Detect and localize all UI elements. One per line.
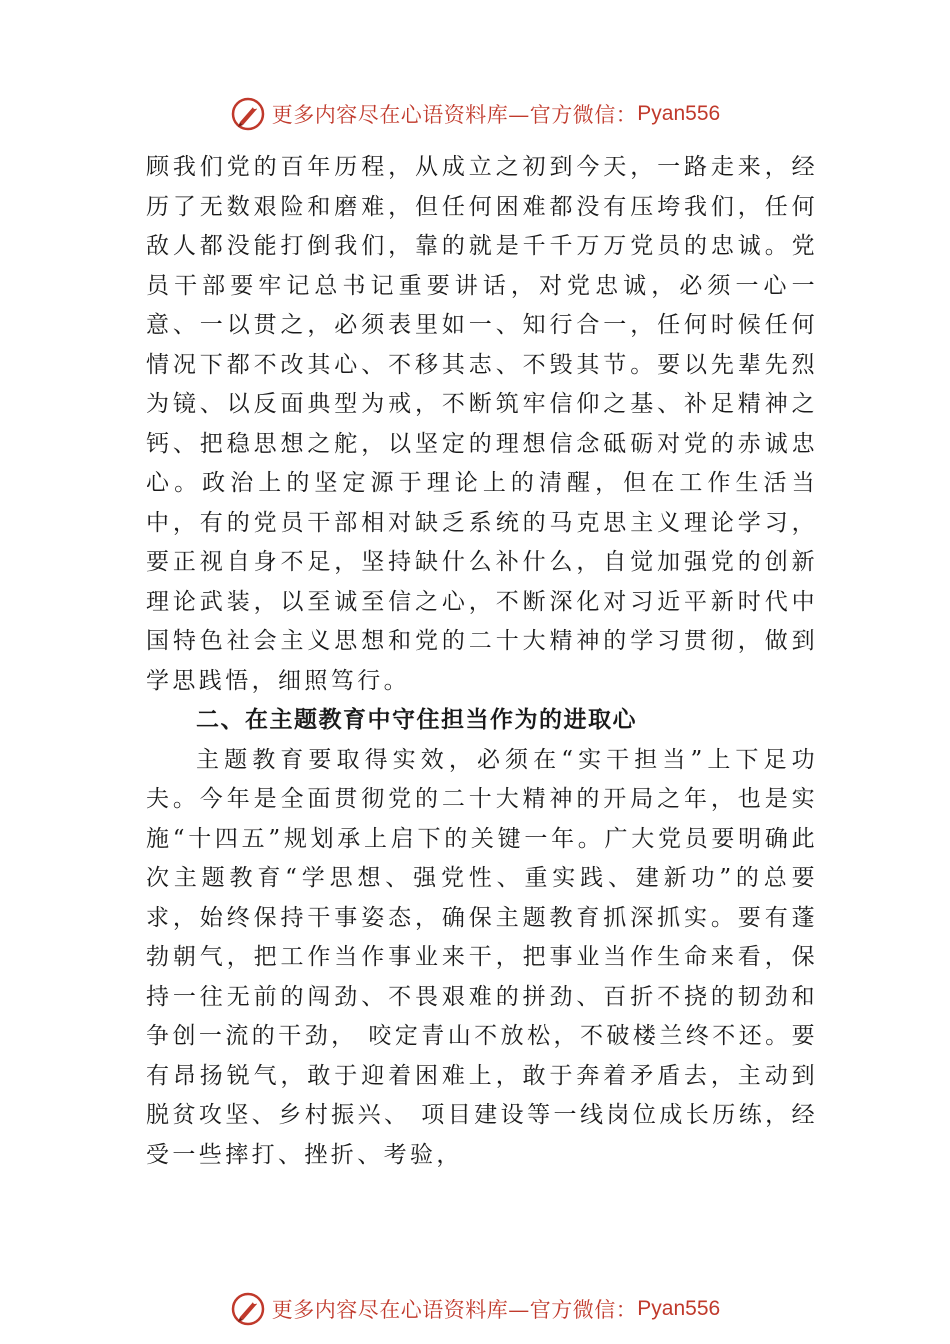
footer-watermark: [0, 1289, 950, 1329]
watermark-text: 更多内容尽在心语资料库—官方微信：: [271, 1298, 638, 1322]
watermark-id: Pyan556: [637, 102, 721, 125]
section-heading-2: 二、在主题教育中守住担当作为的进取心: [196, 707, 637, 733]
paragraph-1: 顾我们党的百年历程，从成立之初到今天，一路走来，经历了无数艰险和磨难，但任何困难都没有压垮我们，任何敌人都没能打倒我们，靠的就是千千万万党员的忠诚。党员干部要牢记总书记重要讲话，对党忠诚，必须一心一意、一以贯之，必须表里如一、知行合一，任何时候任何情况下都不改其心、不移其志、不毁其节。要以先辈先烈为镜、以反面典型为戒，不断筑牢信仰之基、补足精神之钙、把稳思想之舵，以坚定的理想信念砥砺对党的赤诚忠心。政治上的坚定源于理论上的清醒，但在工作生活当中，有的党员干部相对缺乏系统的马克思主义理论学习，要正视自身不足，坚持缺什么补什么，自觉加强党的创新理论武装，以至诚至信之心，不断深化对习近平新时代中国特色社会主义思想和党的二十大精神的学习贯彻，做到学思践悟，细照笃行。: [146, 154, 818, 694]
watermark-id: Pyan556: [637, 1297, 721, 1320]
paragraph-2: 主题教育要取得实效，必须在“实干担当”上下足功夫。今年是全面贯彻党的二十大精神的开局之年，也是实施“十四五”规划承上启下的关键一年。广大党员要明确此次主题教育“学思想、强党性、重实践、建新功”的总要求，始终保持干事姿态，确保主题教育抓深抓实。要有蓬勃朝气，把工作当作事业来干，把事业当作生命来看，保持一往无前的闯劲、不畏艰难的拼劲、百折不挠的韧劲和争创一流的干劲， 咬定青山不放松，不破楼兰终不还。要有昂扬锐气，敢于迎着困难上，敢于奔着矛盾去，主动到脱贫攻坚、乡村振兴、 项目建设等一线岗位成长历练，经受一些摔打、挫折、考验，: [146, 746, 818, 1168]
header-watermark: [0, 94, 950, 134]
pen-logo-icon: [230, 96, 266, 132]
document-body: [146, 148, 818, 1175]
pen-logo-icon: [230, 1291, 266, 1327]
watermark-text: 更多内容尽在心语资料库—官方微信：: [271, 103, 638, 127]
